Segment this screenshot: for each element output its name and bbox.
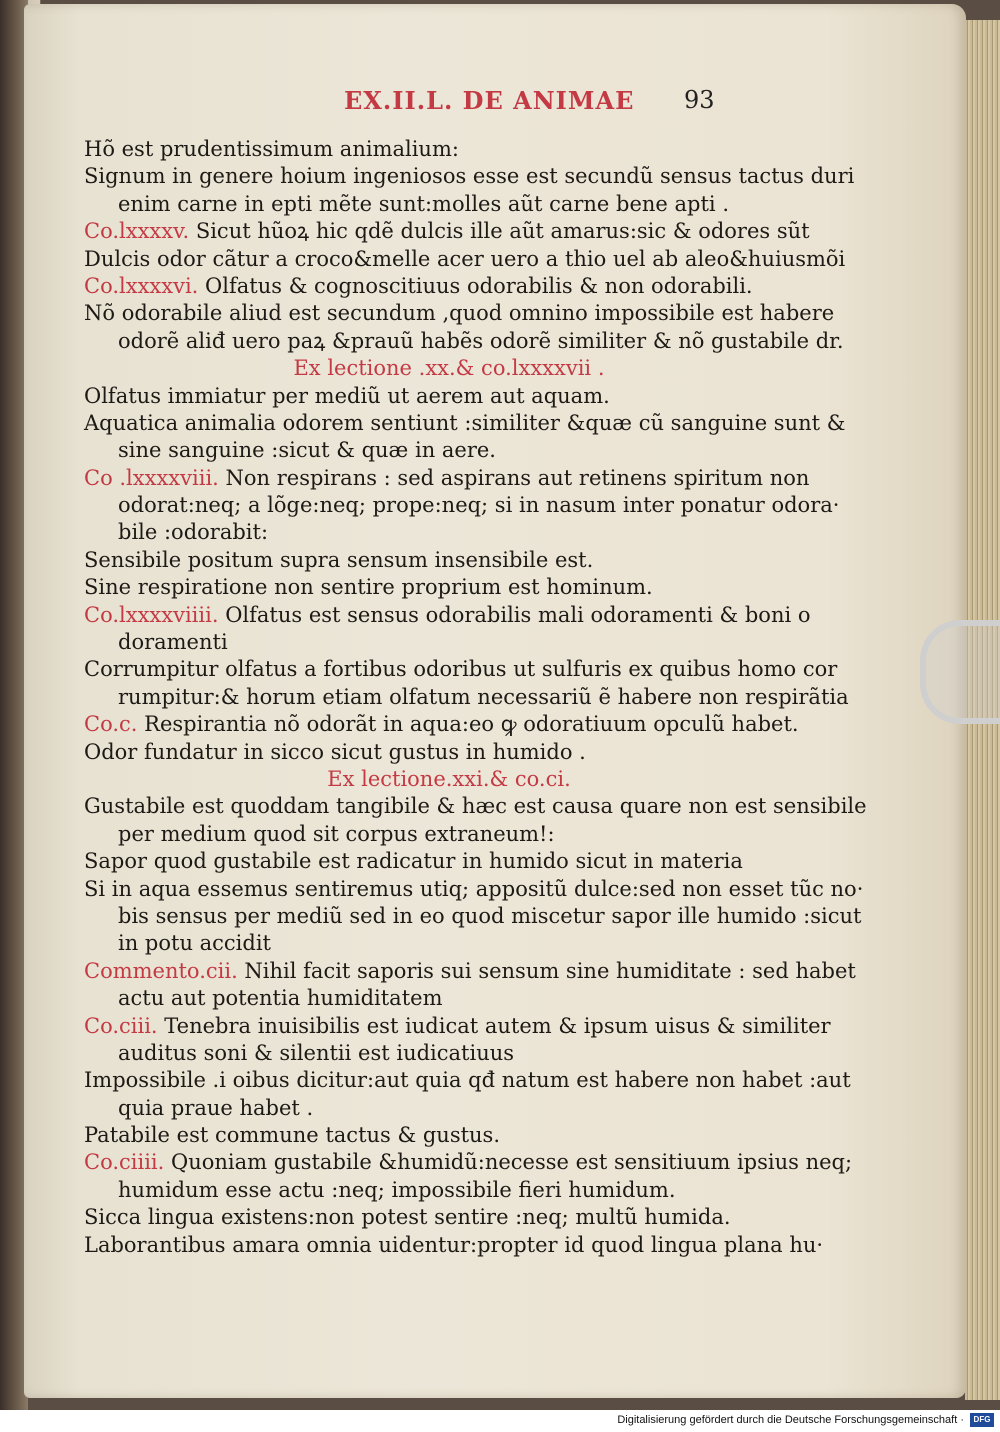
commentary-marker: Co.c. — [84, 712, 138, 737]
text-line — [84, 602, 814, 629]
line-text: bis sensus per mediũ sed in eo quod miscetur sapor ille humido :sicut — [118, 903, 862, 928]
line-text: Olfatus & cognoscitiuus odorabilis & non odorabili. — [198, 273, 753, 298]
text-line — [84, 574, 814, 601]
text-line — [84, 300, 835, 327]
line-text: odorat:neq; a lõge:neq; prope:neq; si in nasum inter ponatur odora· — [118, 493, 840, 518]
text-line — [84, 1013, 831, 1040]
text-line — [84, 1149, 853, 1176]
line-text: Respirantia nõ odorãt in aqua:eo ꝙ odoratiuum opculũ habet. — [137, 712, 799, 737]
text-line — [84, 739, 814, 766]
line-text: Sicut hũoꝝ hic qdẽ dulcis ille aũt amarus:sic & odores sũt — [189, 219, 810, 244]
text-line — [84, 930, 814, 957]
text-line — [84, 903, 862, 930]
line-text: rumpitur:& horum etiam olfatum necessariũ ẽ habere non respirãtia — [118, 684, 849, 709]
line-text: Dulcis odor cãtur a croco&melle acer uero a thio uel ab aleo&huiusmõi — [84, 246, 846, 271]
text-line — [84, 1067, 851, 1094]
funding-credit: Digitalisierung gefördert durch die Deutsche Forschungsgemeinschaft · — [617, 1414, 964, 1426]
line-text: odorẽ aliđ uero paꝝ &prauũ habẽs odorẽ similiter & nõ gustabile dr. — [118, 328, 844, 353]
line-text: Quoniam gustabile &humidũ:necesse est sensitiuum ipsius neq; — [164, 1150, 853, 1175]
text-line — [84, 437, 814, 464]
book-page — [24, 4, 966, 1398]
line-text: Olfatus est sensus odorabilis mali odoramenti & boni o — [218, 602, 811, 627]
text-line — [84, 821, 814, 848]
text-line — [84, 684, 849, 711]
section-heading — [84, 355, 814, 382]
line-text: enim carne in epti mẽte sunt:molles aũt carne bene apti . — [118, 191, 729, 216]
line-text: Si in aqua essemus sentiremus utiq; appositũ dulce:sed non esset tũc no· — [84, 876, 864, 901]
text-line — [84, 1204, 814, 1231]
line-text: in potu accidit — [118, 931, 271, 956]
text-line — [84, 383, 814, 410]
text-line — [84, 711, 814, 738]
text-line — [84, 1040, 814, 1067]
line-text: Non respirans : sed aspirans aut retinens spiritum non — [218, 465, 810, 490]
text-line — [84, 985, 814, 1012]
line-text: sine sanguine :sicut & quæ in aere. — [118, 438, 496, 463]
line-text: auditus soni & silentii est iudicatiuus — [118, 1040, 515, 1065]
commentary-marker: Co.lxxxxvi. — [84, 273, 199, 298]
text-line — [84, 1232, 824, 1259]
line-text: Signum in genere hoium ingeniosos esse est secundũ sensus tactus duri — [84, 164, 855, 189]
text-line — [84, 656, 838, 683]
text-line — [84, 246, 846, 273]
text-line — [84, 1177, 814, 1204]
text-line — [84, 1095, 814, 1122]
line-text: Hõ est prudentissimum animalium: — [84, 137, 459, 161]
text-line — [84, 465, 814, 492]
text-block — [84, 136, 867, 1259]
text-line — [84, 136, 814, 163]
text-line — [84, 519, 814, 546]
line-text: Gustabile est quoddam tangibile & hæc est causa quare non est sensibile — [84, 794, 867, 819]
line-text: Aquatica animalia odorem sentiunt :similiter &quæ cũ sanguine sunt & — [84, 410, 846, 435]
text-line — [84, 492, 840, 519]
line-text: quia praue habet . — [118, 1095, 314, 1120]
line-text: Corrumpitur olfatus a fortibus odoribus ut sulfuris ex quibus homo cor — [84, 657, 838, 682]
line-text: Ex lectione.xxi.& co.ci. — [327, 766, 571, 791]
line-text: Tenebra inuisibilis est iudicat autem & ipsum uisus & similiter — [157, 1013, 831, 1038]
text-line — [84, 1122, 814, 1149]
commentary-marker: Commento.cii. — [84, 958, 238, 983]
line-text: Sensibile positum supra sensum insensibile est. — [84, 547, 594, 572]
line-text: Odor fundatur in sicco sicut gustus in humido . — [84, 739, 586, 764]
line-text: Laborantibus amara omnia uidentur:propter id quod lingua plana hu· — [84, 1232, 824, 1257]
section-heading — [84, 766, 814, 793]
line-text: doramenti — [118, 630, 228, 655]
line-text: per medium quod sit corpus extraneum!: — [118, 821, 555, 846]
running-title: EX.II.L. DE ANIMAE — [344, 86, 635, 115]
commentary-marker: Co.ciii. — [84, 1013, 158, 1038]
text-line — [84, 629, 814, 656]
line-text: Nihil facit saporis sui sensum sine humiditate : sed habet — [237, 958, 856, 983]
page-header — [24, 86, 966, 116]
text-line — [84, 191, 814, 218]
line-text: Sapor quod gustabile est radicatur in humido sicut in materia — [84, 849, 743, 874]
book-clasp — [920, 620, 1000, 724]
line-text: Nõ odorabile aliud est secundum ,quod omnino impossibile est habere — [84, 301, 835, 326]
line-text: humidum esse actu :neq; impossibile fieri humidum. — [118, 1177, 676, 1202]
line-text: Sicca lingua existens:non potest sentire :neq; multũ humida. — [84, 1205, 731, 1230]
text-line — [84, 273, 814, 300]
text-line — [84, 328, 844, 355]
line-text: Ex lectione .xx.& co.lxxxxvii . — [293, 356, 605, 381]
dfg-logo: DFG — [970, 1413, 994, 1427]
line-text: Olfatus immiatur per mediũ ut aerem aut aquam. — [84, 383, 610, 408]
text-line — [84, 876, 864, 903]
commentary-marker: Co.ciiii. — [84, 1150, 165, 1175]
text-line — [84, 218, 814, 245]
text-line — [84, 958, 856, 985]
commentary-marker: Co .lxxxxviii. — [84, 465, 219, 490]
line-text: Sine respiratione non sentire proprium est hominum. — [84, 575, 653, 600]
line-text: bile :odorabit: — [118, 520, 269, 545]
text-line — [84, 848, 814, 875]
text-line — [84, 163, 855, 190]
commentary-marker: Co.lxxxxviiii. — [84, 602, 219, 627]
text-line — [84, 793, 867, 820]
line-text: Patabile est commune tactus & gustus. — [84, 1123, 501, 1148]
line-text: Impossibile .i oibus dicitur:aut quia qđ natum est habere non habet :aut — [84, 1068, 851, 1093]
credit-footer — [0, 1410, 1000, 1432]
page-number: 93 — [684, 86, 715, 114]
text-line — [84, 547, 814, 574]
text-line — [84, 410, 846, 437]
line-text: actu aut potentia humiditatem — [118, 986, 443, 1011]
commentary-marker: Co.lxxxxv. — [84, 219, 190, 244]
